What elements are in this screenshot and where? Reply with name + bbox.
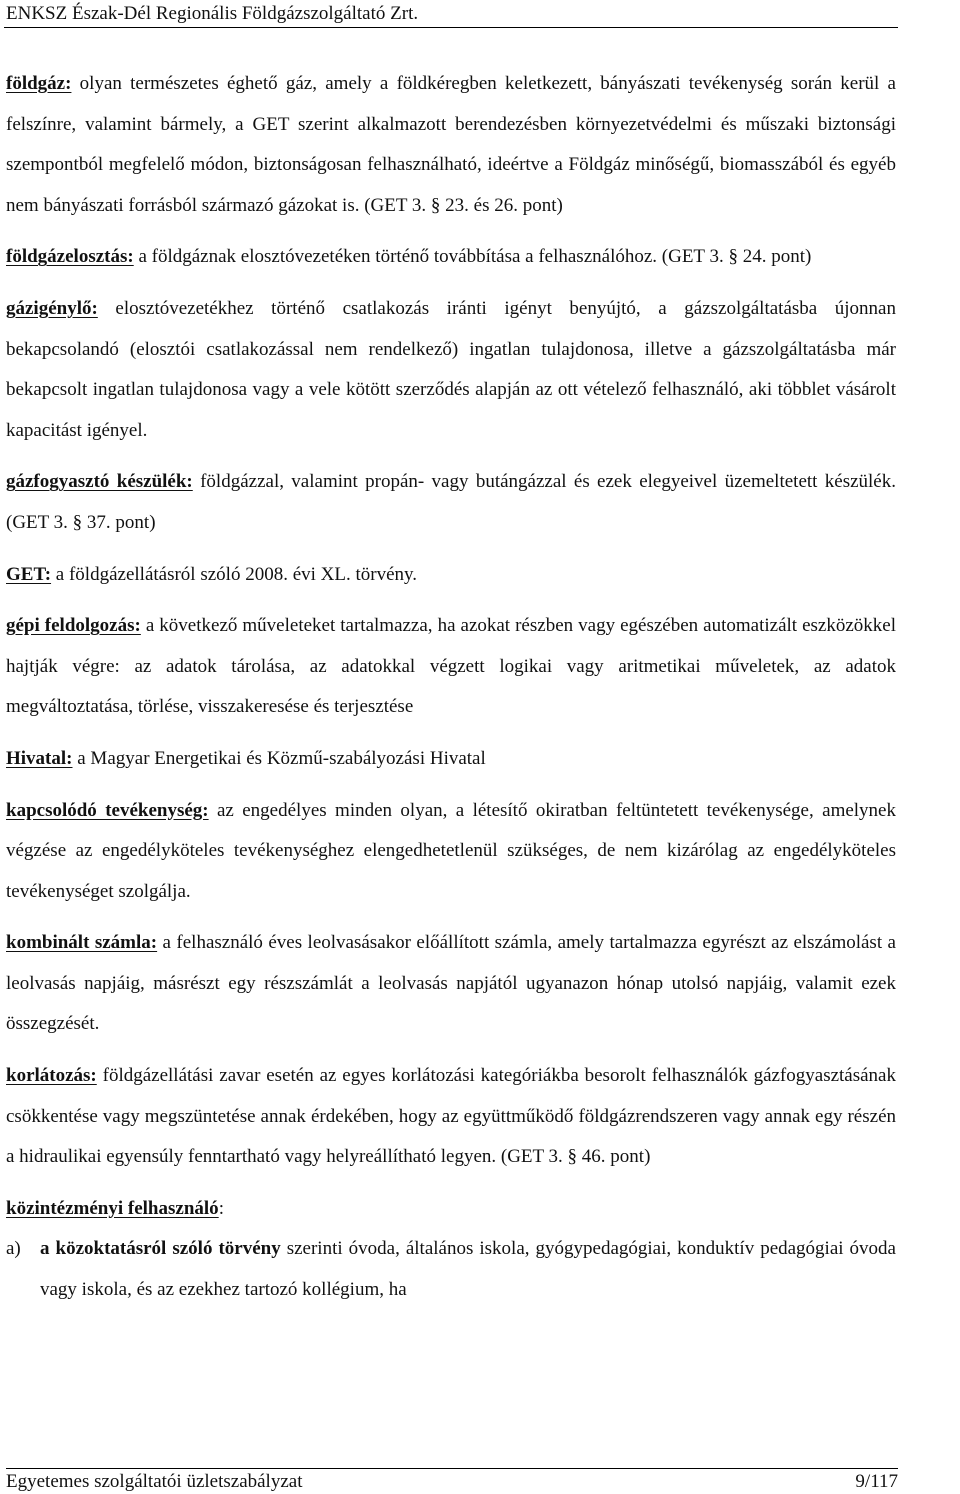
header-divider [4,27,898,28]
document-body [6,64,896,1311]
definition-gazigenylo [6,289,896,451]
definition-hivatal [6,739,896,780]
definition-term: GET: [6,563,52,585]
definition-kombinalt-szamla [6,923,896,1045]
definition-term: Hivatal: [6,747,73,769]
definition-term: gázigénylő: [6,297,98,319]
definition-text: a földgáznak elosztóvezetéken történő továbbítása a felhasználóhoz. (GET 3. § 24. pont) [133,246,812,268]
definition-term: földgázelosztás: [6,246,134,268]
definition-term: földgáz: [6,73,72,94]
definition-text: a következő műveleteket tartalmazza, ha azokat részben vagy egészében automatizált eszközökkel hajtják végre: az adatok tárolása, az adatokkal végzett logikai vagy aritmetikai műveletek, az adatok megváltoztatása, törlése, visszakeresése és terjesztése [6,615,896,718]
definition-text: földgázellátási zavar esetén az egyes korlátozási kategóriákba besorolt felhasználók gázfogyasztásának csökkentése vagy megszüntetése annak érdekében, hogy az együttműködő földgázrendszeren vagy annak egy részén a hidraulikai egyensúly fenntartható vagy helyreállítható legyen. (GET 3. § 46. pont) [6,1065,896,1168]
list-item-emphasis: a közoktatásról szóló törvény [40,1238,281,1260]
definition-gepi-feldolgozas [6,606,896,728]
definition-foldgazelosztas [6,237,896,278]
page-header: ENKSZ Észak-Dél Regionális Földgázszolgáltató Zrt. [6,3,419,24]
definition-kozintezmenyi-felhasznalo [6,1189,896,1230]
definition-text: : [218,1197,224,1219]
definition-text: a földgázellátásról szóló 2008. évi XL. törvény. [51,563,418,585]
definition-text: földgázzal, valamint propán- vagy butángázzal és ezek elegyeivel üzemeltetett készülék. (GET 3. § 37. pont) [6,471,896,533]
definition-term: korlátozás: [6,1065,97,1087]
definition-text: a felhasználó éves leolvasásakor előállított számla, amely tartalmazza egyrészt az elszámolást a leolvasás napjáig, másrészt egy részszámlát a leolvasás napjától ugyanazon hónap utolsó napjáig, valamit ezek összegzését. [6,932,896,1035]
list-marker: a) [6,1238,21,1260]
definition-get [6,555,896,596]
definition-text: olyan természetes éghető gáz, amely a földkéregben keletkezett, bányászati tevékenység során kerül a felszínre, valamint bármely, a GET szerint alkalmazott berendezésben környezetvédelmi és műszaki biztonsági szempontból megfelelő módon, biztonságosan felhasználható, ideértve a Földgáz minőségű, biomasszából és egyéb nem bányászati forrásból származó gázokat is. (GET 3. § 23. és 26. pont) [6,73,896,216]
definition-kapcsolodo-tevekenyseg [6,791,896,913]
definition-foldgaz [6,64,896,226]
footer-document-title: Egyetemes szolgáltatói üzletszabályzat [6,1471,303,1492]
definition-gazfogyaszto-keszulek [6,462,896,543]
definition-term: kombinált számla: [6,932,158,954]
page-number: 9/117 [855,1471,898,1492]
page-footer [6,1468,898,1494]
definition-text: elosztóvezetékhez történő csatlakozás iránti igényt benyújtó, a gázszolgáltatásba újonnan bekapcsolandó (elosztói csatlakozással nem rendelkező) ingatlan tulajdonosa, illetve a gázszolgáltatásba már bekapcsolt ingatlan tulajdonosa vagy a vele kötött szerződés alapján az ott vételező felhasználó, aki többlet vásárolt kapacitást igényel. [6,297,896,441]
definition-term: gépi feldolgozás: [6,615,141,637]
definition-korlatozas [6,1056,896,1178]
definition-term: gázfogyasztó készülék: [6,471,193,493]
definition-term: kapcsolódó tevékenység: [6,799,209,821]
list-item-text: szerinti óvoda, általános iskola, gyógypedagógiai, konduktív pedagógiai óvoda vagy iskola, és az ezekhez tartozó kollégium, ha [40,1238,896,1301]
definition-text: a Magyar Energetikai és Közmű-szabályozási Hivatal [72,747,486,769]
definition-term: közintézményi felhasználó [6,1197,219,1219]
list-item-a [6,1229,896,1310]
definition-text: az engedélyes minden olyan, a létesítő okiratban feltüntetett tevékenysége, amelynek végzése az engedélyköteles tevékenységhez elengedhetetlenül szükséges, de nem kizárólag az engedélyköteles tevékenységet szolgálja. [6,799,896,902]
